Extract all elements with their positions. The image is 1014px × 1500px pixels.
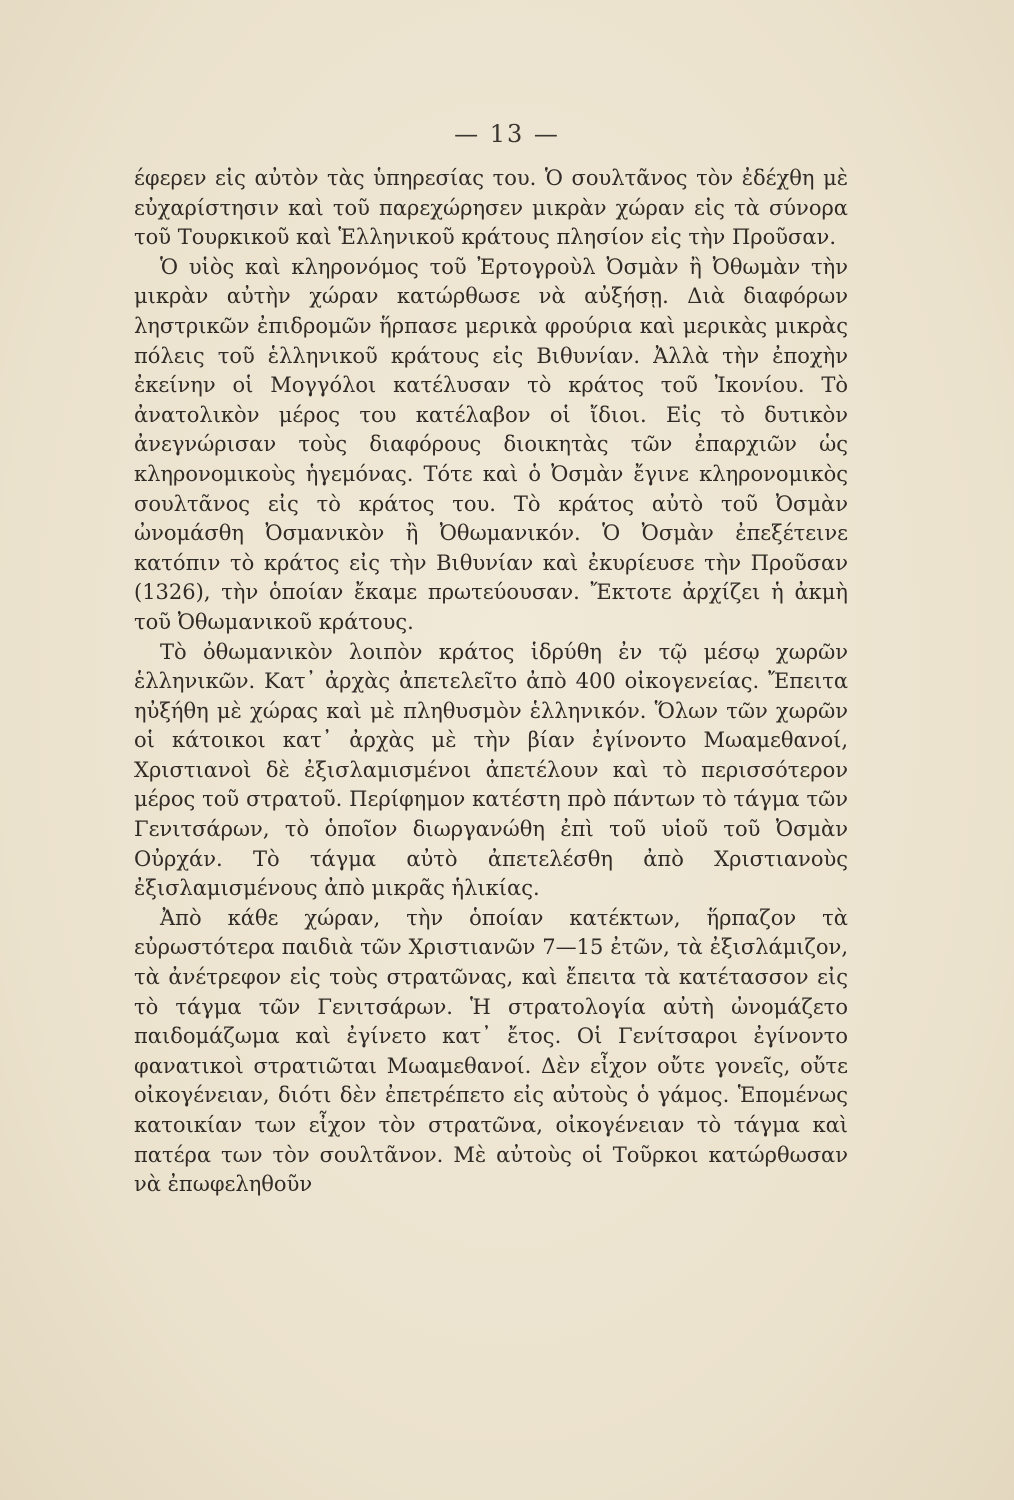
paragraph-1: έφερεν εἰς αὐτὸν τὰς ὑπηρεσίας του. Ὁ σουλτᾶνος τὸν ἐδέχθη μὲ εὐχαρίστησιν καὶ τοῦ παρεχώρησεν μικρὰν χώραν εἰς τὰ σύνορα τοῦ Τουρκικοῦ καὶ Ἑλληνικοῦ κράτους πλησίον εἰς τὴν Προῦσαν. (134, 166, 848, 250)
page-number: — 13 — (454, 120, 560, 148)
body-text (134, 164, 848, 1200)
paragraph-3: Τὸ ὀθωμανικὸν λοιπὸν κράτος ἱδρύθη ἐν τῷ μέσῳ χωρῶν ἑλληνικῶν. Κατ᾽ ἀρχὰς ἀπετελεῖτο ἀπὸ 400 οἰκογενείας. Ἔπειτα ηὐξήθη μὲ χώρας καὶ μὲ πληθυσμὸν ἑλληνικόν. Ὅλων τῶν χωρῶν οἱ κάτοικοι κατ᾽ ἀρχὰς μὲ τὴν βίαν ἐγίνοντο Μωαμεθανοί, Χριστιανοὶ δὲ ἐξισλαμισμένοι ἀπετέλουν καὶ τὸ περισσότερον μέρος τοῦ στρατοῦ. Περίφημον κατέστη πρὸ πάντων τὸ τάγμα τῶν Γενιτσάρων, τὸ ὁποῖον διωργανώθη ἐπὶ τοῦ υἱοῦ τοῦ Ὀσμὰν Οὐρχάν. Τὸ τάγμα αὐτὸ ἀπετελέσθη ἀπὸ Χριστιανοὺς ἐξισλαμισμένους ἀπὸ μικρᾶς ἡλικίας. (134, 639, 848, 901)
paragraph-4: Ἀπὸ κάθε χώραν, τὴν ὁποίαν κατέκτων, ἥρπαζον τὰ εὐρωστότερα παιδιὰ τῶν Χριστιανῶν 7—15 ἐτῶν, τὰ ἐξισλάμιζον, τὰ ἀνέτρεφον εἰς τοὺς στρατῶνας, καὶ ἔπειτα τὰ κατέτασσον εἰς τὸ τάγμα τῶν Γενιτσάρων. Ἡ στρατολογία αὐτὴ ὠνομάζετο παιδομάζωμα καὶ ἐγίνετο κατ᾽ ἔτος. Οἱ Γενίτσαροι ἐγίνοντο φανατικοὶ στρατιῶται Μωαμεθανοί. Δὲν εἶχον οὔτε γονεῖς, οὔτε οἰκογένειαν, διότι δὲν ἐπετρέπετο εἰς αὐτοὺς ὁ γάμος. Ἑπομένως κατοικίαν των εἶχον τὸν στρατῶνα, οἰκογένειαν τὸ τάγμα καὶ πατέρα των τὸν σουλτᾶνον. Μὲ αὐτοὺς οἱ Τοῦρκοι κατώρθωσαν νὰ ἐπωφεληθοῦν (134, 905, 848, 1197)
paragraph-2: Ὁ υἱὸς καὶ κληρονόμος τοῦ Ἐρτογροὺλ Ὀσμὰν ἢ Ὀθωμὰν τὴν μικρὰν αὐτὴν χώραν κατώρθωσε νὰ αὐξήσῃ. Διὰ διαφόρων ληστρικῶν ἐπιδρομῶν ἥρπασε μερικὰ φρούρια καὶ μερικὰς μικρὰς πόλεις τοῦ ἑλληνικοῦ κράτους εἰς Βιθυνίαν. Ἀλλὰ τὴν ἐποχὴν ἐκείνην οἱ Μογγόλοι κατέλυσαν τὸ κράτος τοῦ Ἰκονίου. Τὸ ἀνατολικὸν μέρος του κατέλαβον οἱ ἴδιοι. Εἰς τὸ δυτικὸν ἀνεγνώρισαν τοὺς διαφόρους διοικητὰς τῶν ἐπαρχιῶν ὡς κληρονομικοὺς ἡγεμόνας. Τότε καὶ ὁ Ὀσμὰν ἔγινε κληρονομικὸς σουλτᾶνος εἰς τὸ κράτος του. Τὸ κράτος αὐτὸ τοῦ Ὀσμὰν ὠνομάσθη Ὀσμανικὸν ἢ Ὀθωμανικόν. Ὁ Ὀσμὰν ἐπεξέτεινε κατόπιν τὸ κράτος εἰς τὴν Βιθυνίαν καὶ ἐκυρίευσε τὴν Προῦσαν (1326), τὴν ὁποίαν ἔκαμε πρωτεύουσαν. Ἔκτοτε ἀρχίζει ἡ ἀκμὴ τοῦ Ὀθωμανικοῦ κράτους. (134, 254, 848, 634)
